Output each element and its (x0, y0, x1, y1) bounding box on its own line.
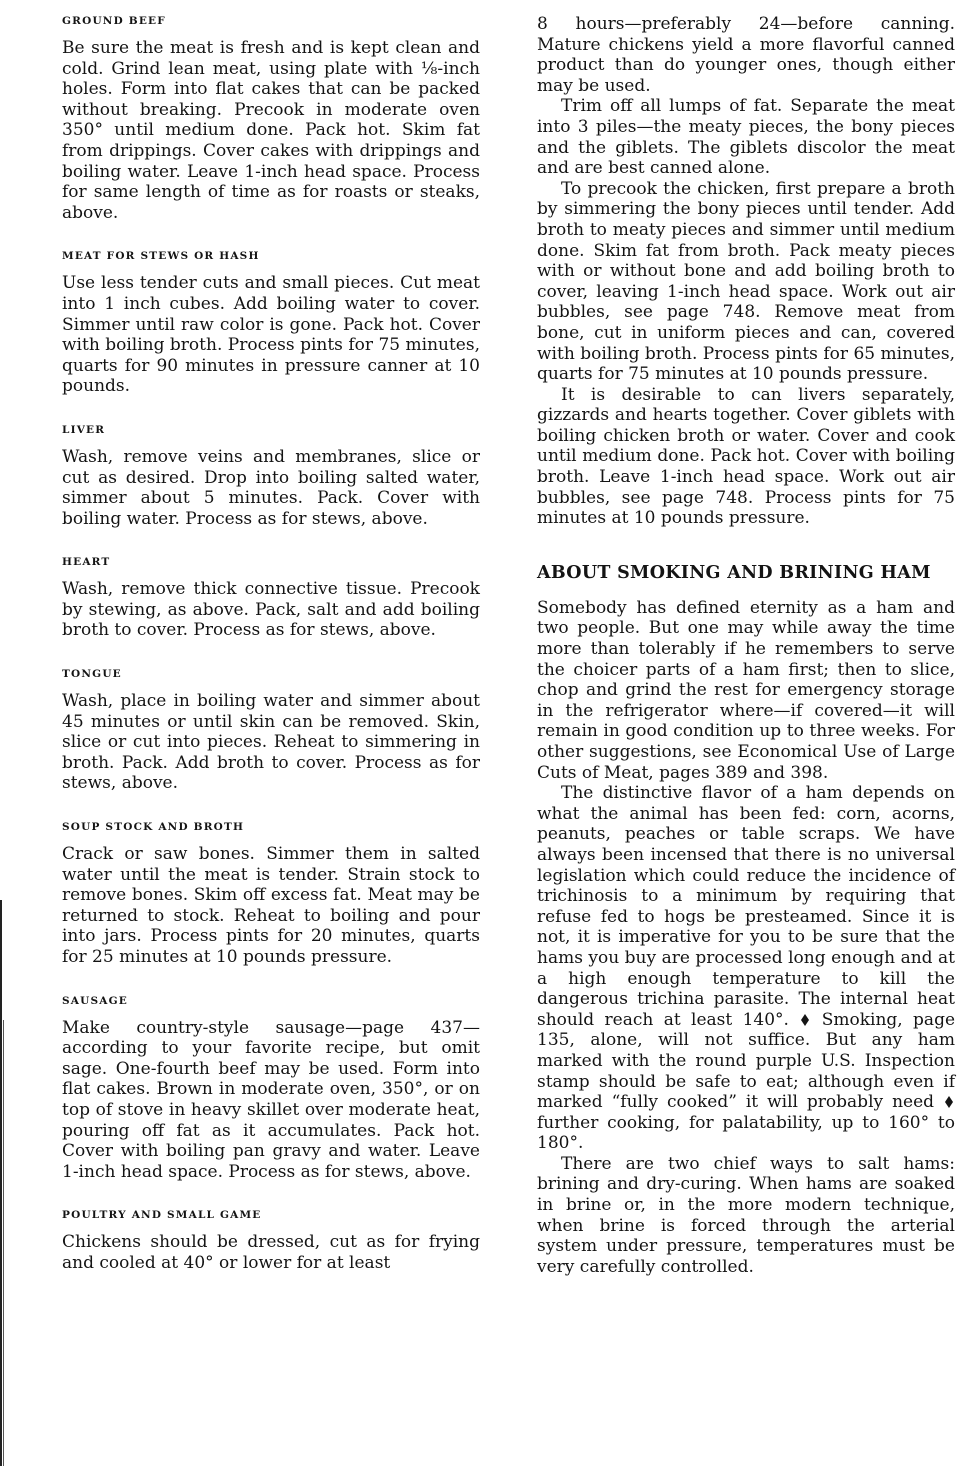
scan-edge-shadow (0, 900, 6, 1466)
section-heading: TONGUE (62, 668, 122, 681)
body-paragraph: Somebody has defined eternity as a ham and two people. But one may while away the time more than tolerably if he remembers to serve the choicer parts of a ham first; then to slice, chop and grind the rest for emergency storage in the refrigerator where—if covered—it will remain in good condition up to three weeks. For other suggestions, see Economical Use of Large Cuts of Meat, pages 389 and 398. (537, 597, 955, 783)
section-heading: GROUND BEEF (62, 15, 166, 27)
section-paragraph: Use less tender cuts and small pieces. Cut meat into 1 inch cubes. Add boiling water to cover. Simmer until raw color is gone. Pack hot. Cover with boiling broth. Process pints for 75 minutes, quarts for 90 minutes in pressure canner at 10 pounds. (62, 273, 480, 397)
paragraph-text: Smoking, page 135, alone, will not suffice. But any ham marked with the round purple U.S. Inspection stamp should be safe to eat; although even if marked “fully cooked” it will probably need (537, 1009, 956, 1113)
left-column (62, 14, 480, 1274)
section-title-smoking-ham: ABOUT SMOKING AND BRINING HAM (537, 562, 931, 583)
section-sausage (62, 994, 480, 1183)
section-paragraph: Chickens should be dressed, cut as for frying and cooled at 40° or lower for at least (62, 1232, 480, 1273)
section-paragraph: Crack or saw bones. Simmer them in salted water until the meat is tender. Strain stock to remove bones. Skim off excess fat. Meat may be returned to stock. Reheat to boiling and pour into jars. Process pints for 20 minutes, quarts for 25 minutes at 10 pounds pressure. (62, 844, 480, 967)
section-paragraph: Wash, remove veins and membranes, slice or cut as desired. Drop into boiling salted water, simmer about 5 minutes. Pack. Cover with boiling water. Process as for stews, above. (62, 446, 480, 529)
section-heading: LIVER (62, 423, 106, 436)
body-paragraph: Trim off all lumps of fat. Separate the meat into 3 piles—the meaty pieces, the bony pieces and the giblets. The giblets discolor the meat and are best canned alone. (537, 96, 955, 179)
pointing-arrow-icon (945, 1096, 953, 1108)
section-tongue (62, 667, 480, 794)
section-heading: SOUP STOCK AND BROTH (62, 821, 245, 834)
body-paragraph-with-markers (537, 783, 955, 1154)
paragraph-text: The distinctive flavor of a ham depends on what the animal has been fed: corn, acorns, peanuts, peaches or table scraps. We have always been incensed that there is no universal legislation which could reduce the incidence of trichinosis to a minimum by requiring that refuse fed to hogs be presteamed. Since it is not, it is imperative for you to be sure that the hams you buy are processed long enough and at a high enough temperature to kill the dangerous trichina parasite. The internal heat should reach at least 140°. (537, 783, 955, 1030)
section-heading: POULTRY AND SMALL GAME (62, 1209, 262, 1222)
section-heading: MEAT FOR STEWS OR HASH (62, 250, 260, 263)
section-paragraph: Make country-style sausage—page 437—according to your favorite recipe, but omit sage. One-fourth beef may be used. Form into flat cakes. Brown in moderate oven, 350°, or on top of stove in heavy skillet over moderate heat, pouring off fat as it accumulates. Pack hot. Cover with boiling pan gravy and water. Leave 1-inch head space. Process as for stews, above. (62, 1017, 480, 1182)
paragraph-text: further cooking, for palatability, up to 160° to 180°. (537, 1112, 955, 1154)
body-paragraph: There are two chief ways to salt hams: brining and dry-curing. When hams are soaked in brine or, in the more modern technique, when brine is forced through the arterial system under pressure, temperatures must be very carefully controlled. (537, 1153, 955, 1277)
section-meat-for-stews (62, 249, 480, 397)
section-poultry (62, 1208, 480, 1273)
pointing-arrow-icon (801, 1014, 809, 1026)
section-paragraph: Wash, place in boiling water and simmer about 45 minutes or until skin can be removed. Skin, slice or cut into pieces. Reheat to simmering in broth. Pack. Add broth to cover. Process as for stews, above. (62, 691, 480, 794)
section-soup-stock (62, 820, 480, 968)
section-heart (62, 555, 480, 641)
section-heading: HEART (62, 556, 111, 569)
body-paragraph: It is desirable to can livers separately, gizzards and hearts together. Cover giblets with boiling chicken broth or water. Cover and cook until medium done. Pack hot. Cover with boiling broth. Leave 1-inch head space. Work out air bubbles, see page 748. Process pints for 75 minutes at 10 pounds pressure. (537, 384, 955, 529)
section-paragraph: Be sure the meat is fresh and is kept clean and cold. Grind lean meat, using plate with ⅛-inch holes. Form into flat cakes that can be packed without breaking. Precook in moderate oven 350° until medium done. Pack hot. Skim fat from drippings. Cover cakes with drippings and boiling water. Leave 1-inch head space. Process for same length of time as for roasts or steaks, above. (62, 38, 480, 223)
section-heading: SAUSAGE (62, 994, 128, 1007)
section-liver (62, 423, 480, 529)
section-paragraph: Wash, remove thick connective tissue. Precook by stewing, as above. Pack, salt and add boiling broth to cover. Process as for stews, above. (62, 579, 480, 641)
right-column (537, 14, 955, 1277)
body-paragraph: To precook the chicken, first prepare a broth by simmering the bony pieces until tender. Add broth to meaty pieces and simmer until medium done. Skim fat from broth. Pack meaty pieces with or without bone and add boiling broth to cover, leaving 1-inch head space. Work out air bubbles, see page 748. Remove meat from bone, cut in uniform pieces and can, covered with boiling broth. Process pints for 65 minutes, quarts for 75 minutes at 10 pounds pressure. (537, 178, 955, 385)
section-ground-beef (62, 14, 480, 223)
continued-paragraph: 8 hours—preferably 24—before canning. Mature chickens yield a more flavorful canned product than do younger ones, though either may be used. (537, 14, 955, 96)
